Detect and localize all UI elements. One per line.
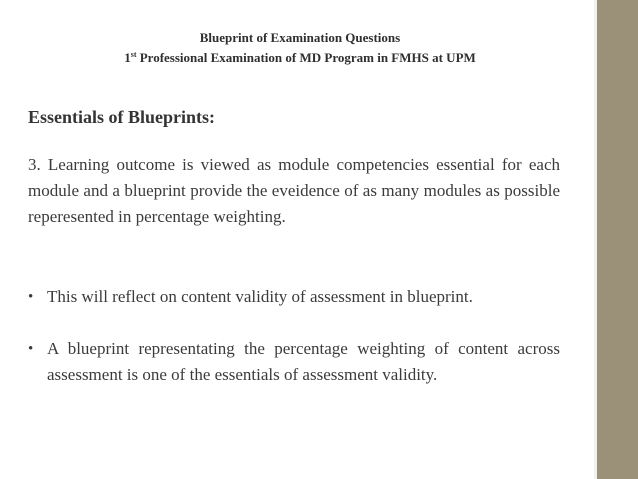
subtitle-superscript: st [130, 50, 137, 59]
bullet-list [28, 284, 560, 414]
header-subtitle [40, 48, 560, 68]
bullet-marker: • [28, 341, 34, 357]
bullet-item-assessment-validity [28, 336, 560, 388]
bullet-marker: • [28, 289, 34, 305]
learning-outcome-paragraph: 3. Learning outcome is viewed as module competencies essential for each module and a blueprint provide the eveidence of as many modules as possible reperesented in percentage weighting. [28, 155, 560, 226]
bullet-item-content-validity [28, 284, 560, 310]
bullet-text: This will reflect on content validity of assessment in blueprint. [47, 287, 473, 306]
subtitle-ordinal: 1 [124, 50, 131, 65]
section-title: Essentials of Blueprints: [28, 107, 216, 127]
bullet-text: A blueprint representating the percentage weighting of content across assessment is one of the essentials of assessment validity. [47, 339, 560, 384]
slide-header [40, 28, 560, 68]
header-title: Blueprint of Examination Questions [199, 30, 401, 45]
subtitle-text: Professional Examination of MD Program in FMHS at UPM [136, 50, 476, 65]
decorative-sidebar [597, 0, 638, 479]
